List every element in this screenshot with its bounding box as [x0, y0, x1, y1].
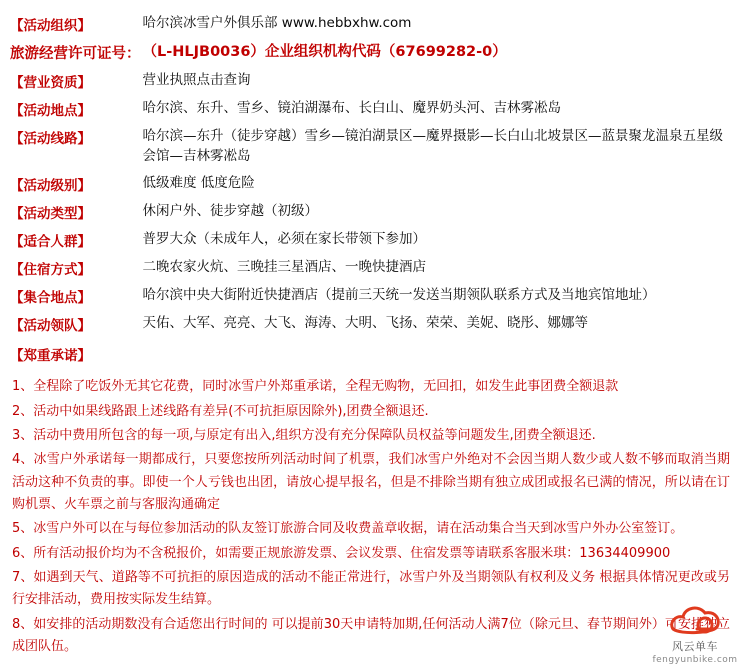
table-row — [8, 226, 736, 254]
row-value: 哈尔滨、东升、雪乡、镜泊湖瀑布、长白山、魔界奶头河、吉林雾凇岛 — [142, 100, 561, 117]
row-value: 哈尔滨冰雪户外俱乐部 www.hebbxhw.com — [142, 15, 412, 31]
list-item: 3、活动中费用所包含的每一项,与原定有出入,组织方没有充分保障队员权益等问题发生,团费全额退还. — [12, 427, 596, 443]
row-value: 哈尔滨—东升（徒步穿越）雪乡—镜泊湖景区—魔界摄影—长白山北坡景区—蓝景聚龙温泉五星级会馆—吉林雾凇岛 — [142, 128, 723, 164]
row-label: 【适合人群】 — [10, 234, 91, 251]
row-label: 【活动线路】 — [10, 131, 91, 148]
table-row — [8, 123, 736, 170]
row-label: 【集合地点】 — [10, 290, 91, 307]
row-value: 二晚农家火炕、三晚挂三星酒店、一晚快捷酒店 — [142, 259, 426, 276]
row-label: 【活动地点】 — [10, 103, 91, 120]
row-label: 【活动级别】 — [10, 178, 91, 195]
row-label: 【活动类型】 — [10, 206, 91, 223]
list-item: 5、冰雪户外可以在与每位参加活动的队友签订旅游合同及收费盖章收据，请在活动集合当天到冰雪户外办公室签订。 — [12, 521, 684, 537]
row-label: 【住宿方式】 — [10, 262, 91, 279]
table-row — [8, 254, 736, 282]
table-row — [8, 170, 736, 198]
table-row — [8, 198, 736, 226]
table-row — [8, 95, 736, 123]
row-label: 【营业资质】 — [10, 75, 91, 92]
row-value: 低级难度 低度危险 — [142, 175, 255, 192]
row-label: 旅游经营许可证号： — [10, 46, 141, 62]
row-value: （L-HLJB0036）企业组织机构代码（67699282-0） — [142, 44, 507, 60]
list-item: 1、全程除了吃饭外无其它花费，同时冰雪户外郑重承诺，全程无购物，无回扣，如发生此事团费全额退款 — [12, 379, 619, 395]
row-value: 普罗大众（未成年人，必须在家长带领下参加） — [142, 231, 426, 248]
terms-list — [8, 376, 736, 660]
list-item: 6、所有活动报价均为不含税报价，如需要正规旅游发票、会议发票、住宿发票等请联系客服米琪：13634409900 — [12, 545, 671, 561]
list-item: 7、如遇到天气、道路等不可抗拒的原因造成的活动不能正常进行，冰雪户外及当期领队有权利及义务 根据具体情况更改或另行安排活动，费用按实际发生结算。 — [12, 570, 730, 608]
table-row — [8, 67, 736, 95]
row-value: 休闲户外、徒步穿越（初级） — [142, 203, 318, 220]
table-row — [8, 282, 736, 310]
watermark-url: fengyunbike.com — [652, 655, 738, 665]
activity-info-table — [8, 10, 736, 338]
row-value: 天佑、大军、亮亮、大飞、海涛、大明、飞扬、荣荣、美妮、晓彤、娜娜等 — [142, 315, 588, 332]
row-label: 【活动组织】 — [10, 18, 91, 34]
watermark — [652, 599, 738, 665]
watermark-brand: 风云单车 — [672, 640, 718, 653]
row-label: 【活动领队】 — [10, 318, 91, 335]
table-row — [8, 38, 736, 67]
list-item: 4、冰雪户外承诺每一期都成行，只要您按所列活动时间了机票，我们冰雪户外绝对不会因当期人数少或人数不够而取消当期活动这种不负责的事。即使一个人亏钱也出团，请放心提早报名，但是不排除当期有独立成团或报名已满的情况，所以请在订购机票、火车票之前与客服沟通确定 — [12, 452, 730, 512]
list-item: 8、如安排的活动期数没有合适您出行时间的 可以提前30天申请特加期,任何活动人满7位（除元旦、春节期间外）可安排独立成团队伍。 — [12, 616, 730, 655]
promise-heading: 【郑重承诺】 — [10, 348, 91, 365]
business-license-link[interactable]: 营业执照点击查询 — [142, 72, 251, 89]
table-row — [8, 310, 736, 338]
spacer — [8, 366, 736, 370]
list-item: 2、活动中如果线路跟上述线路有差异(不可抗拒原因除外),团费全额退还. — [12, 403, 429, 419]
cloud-logo-icon — [667, 599, 723, 637]
table-row — [8, 10, 736, 38]
row-value: 哈尔滨中央大街附近快捷酒店（提前三天统一发送当期领队联系方式及当地宾馆地址） — [142, 287, 656, 304]
